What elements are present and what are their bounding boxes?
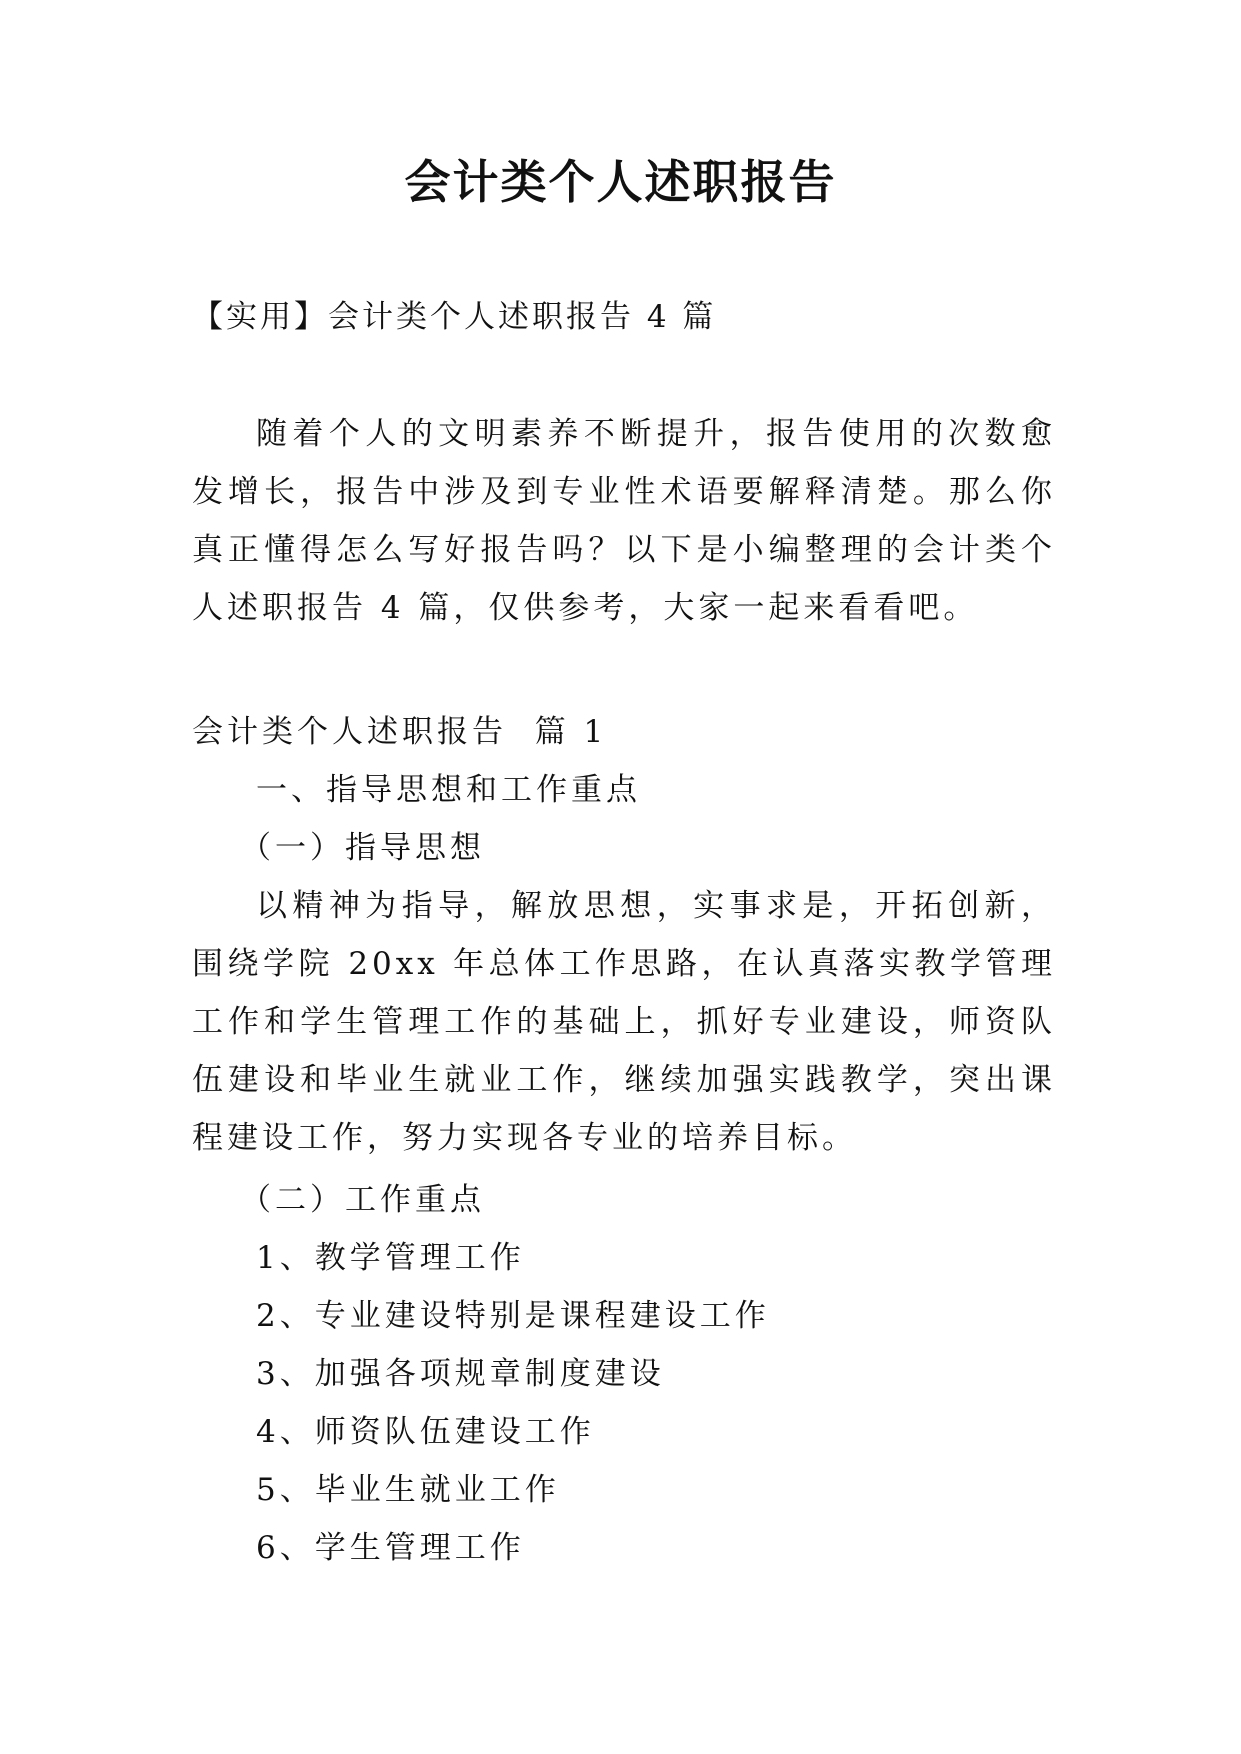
focus-list-item: 2、专业建设特别是课程建设工作: [256, 1298, 770, 1334]
subheading-work-focus: （二）工作重点: [240, 1182, 485, 1218]
focus-list-item: 4、师资队伍建设工作: [256, 1414, 595, 1450]
document-title: 会计类个人述职报告: [404, 155, 837, 209]
intro-paragraph: 随着个人的文明素养不断提升，报告使用的次数愈发增长，报告中涉及到专业性术语要解释清楚。那么你真正懂得怎么写好报告吗？以下是小编整理的会计类个人述职报告 4 篇，仅供参考，大家一起来看看吧。: [192, 416, 1056, 626]
section-heading: 会计类个人述职报告 篇 1: [192, 714, 608, 750]
focus-list-item: 6、学生管理工作: [256, 1530, 525, 1566]
focus-list-item: 1、教学管理工作: [256, 1240, 525, 1276]
document-subtitle: 【实用】会计类个人述职报告 4 篇: [192, 299, 717, 335]
focus-list-item: 3、加强各项规章制度建设: [256, 1356, 665, 1392]
guiding-thought-paragraph: 以精神为指导，解放思想，实事求是，开拓创新，围绕学院 20xx 年总体工作思路，在认真落实教学管理工作和学生管理工作的基础上，抓好专业建设，师资队伍建设和毕业生就业工作，继续加强实践教学，突出课程建设工作，努力实现各专业的培养目标。: [192, 888, 1056, 1156]
focus-list-item: 5、毕业生就业工作: [256, 1472, 560, 1508]
part-heading-guiding-and-focus: 一、指导思想和工作重点: [256, 772, 641, 808]
section-1: [192, 703, 1056, 1577]
subheading-guiding-thought: （一）指导思想: [240, 830, 485, 866]
